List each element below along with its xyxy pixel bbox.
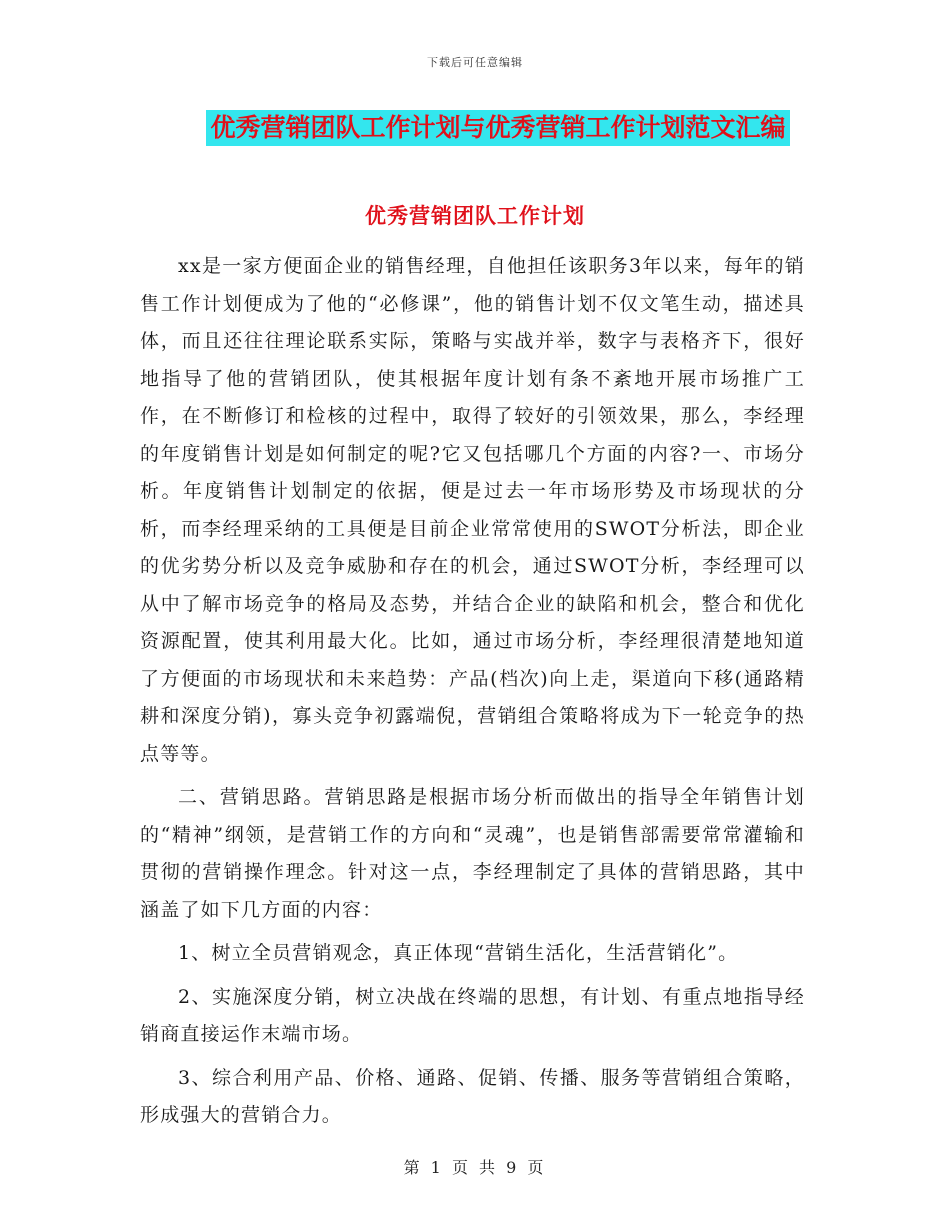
paragraph-5: 3、综合利用产品、价格、通路、促销、传播、服务等营销组合策略，形成强大的营销合力。 [140,1066,805,1126]
document-title-wrap [0,110,950,146]
paragraph-1: xx是一家方便面企业的销售经理，自他担任该职务3年以来，每年的销售工作计划便成为了他的“必修课”，他的销售计划不仅文笔生动，描述具体，而且还往往理论联系实际，策略与实战并举，数字与表格齐下，很好地指导了他的营销团队，使其根据年度计划有条不紊地开展市场推广工作，在不断修订和检核的过程中，取得了较好的引领效果，那么，李经理的年度销售计划是如何制定的呢?它又包括哪几个方面的内容?一、市场分析。年度销售计划制定的依据，便是过去一年市场形势及市场现状的分析，而李经理采纳的工具便是目前企业常常使用的SWOT分析法，即企业的优劣势分析以及竞争威胁和存在的机会，通过SWOT分析，李经理可以从中了解市场竞争的格局及态势，并结合企业的缺陷和机会，整合和优化资源配置，使其利用最大化。比如，通过市场分析，李经理很清楚地知道了方便面的市场现状和未来趋势：产品(档次)向上走，渠道向下移(通路精耕和深度分销)，寡头竞争初露端倪，营销组合策略将成为下一轮竞争的热点等等。 [140,255,805,765]
document-title: 优秀营销团队工作计划与优秀营销工作计划范文汇编 [206,110,789,146]
page-footer: 第 1 页 共 9 页 [403,1158,547,1177]
paragraph-2: 二、营销思路。营销思路是根据市场分析而做出的指导全年销售计划的“精神”纲领，是营销工作的方向和“灵魂”，也是销售部需要常常灌输和贯彻的营销操作理念。针对这一点，李经理制定了具体的营销思路，其中涵盖了如下几方面的内容： [140,786,805,921]
paragraph-4: 2、实施深度分销，树立决战在终端的思想，有计划、有重点地指导经销商直接运作末端市场。 [140,985,805,1045]
document-body [140,248,805,1135]
header-note: 下载后可任意编辑 [427,56,523,69]
section-title: 优秀营销团队工作计划 [365,203,585,228]
paragraph-3: 1、树立全员营销观念，真正体现“营销生活化，生活营销化”。 [178,942,739,964]
